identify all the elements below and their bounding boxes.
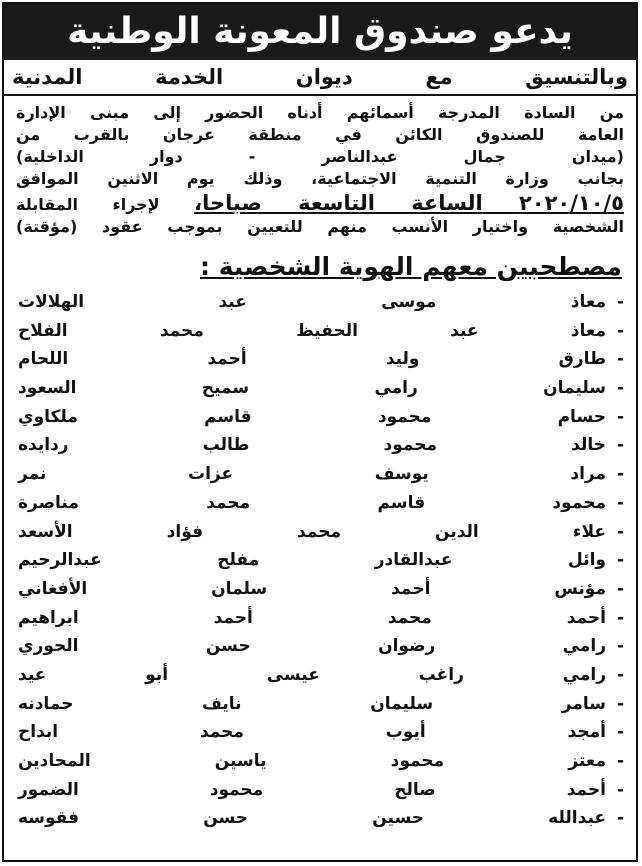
bullet-dash: -	[616, 578, 624, 599]
bullet-dash: -	[616, 751, 624, 771]
name-list-item	[18, 345, 624, 374]
body-line: بجانب وزارة التنمية الاجتماعية، وذلك يوم الاثنين الموافق	[16, 169, 624, 188]
announcement-subtitle: وبالتنسيق مع ديوان الخدمة المدنية	[12, 65, 628, 89]
person-name: محمود قاسم محمد مناصرة	[18, 492, 606, 513]
name-list-item	[18, 575, 624, 604]
bullet-dash: -	[616, 378, 624, 399]
announcement-frame	[2, 2, 638, 862]
name-list-item	[18, 718, 624, 747]
name-list-item	[18, 431, 624, 460]
name-list-item	[18, 604, 624, 633]
date-line-rest: لإجراء المقابلة	[16, 195, 160, 214]
bullet-dash: -	[616, 779, 624, 800]
names-list	[18, 288, 624, 833]
person-name: أمجد أيوب محمد ابداح	[18, 722, 606, 743]
bullet-dash: -	[616, 320, 624, 341]
section-heading: مصطحبين معهم الهوية الشخصية :	[200, 252, 622, 281]
name-list-item	[18, 317, 624, 346]
person-name: وائل عبدالقادر مفلح عبدالرحيم	[18, 550, 606, 571]
bullet-dash: -	[616, 693, 624, 714]
name-list-item	[18, 776, 624, 805]
person-name: معاذ عبد الحفيظ محمد الفلاح	[18, 320, 606, 341]
person-name: مراد يوسف عزات نمر	[18, 464, 606, 485]
body-line: (ميدان جمال عبدالناصر - دوار الداخلية)	[16, 147, 624, 166]
person-name: خالد محمود طالب ردايده	[18, 435, 606, 456]
body-line: العامة للصندوق الكائن في منطقة عرجان بالقرب من	[16, 125, 624, 144]
name-list-item	[18, 546, 624, 575]
person-name: رامي راغب عيسى أبو عيد	[18, 664, 606, 685]
bullet-dash: -	[616, 292, 624, 312]
name-list-item	[18, 374, 624, 403]
person-name: أحمد صالح محمود الضمور	[18, 779, 606, 800]
person-name: سامر سليمان نايف حمادنه	[18, 693, 606, 714]
person-name: سليمان رامي سميح السعود	[18, 378, 606, 399]
person-name: عبدالله حسين حسن فقوسه	[18, 808, 606, 829]
name-list-item	[18, 804, 624, 833]
bullet-dash: -	[616, 492, 624, 513]
name-list-item	[18, 661, 624, 690]
name-list-item	[18, 632, 624, 661]
name-list-item	[18, 288, 624, 317]
bullet-dash: -	[616, 636, 624, 657]
bullet-dash: -	[616, 521, 624, 542]
bullet-dash: -	[616, 349, 624, 370]
name-list-item	[18, 403, 624, 432]
announcement-title: يدعو صندوق المعونة الوطنية	[4, 4, 636, 60]
person-name: مؤنس أحمد سلمان الأفغاني	[18, 578, 606, 599]
bullet-dash: -	[616, 664, 624, 685]
bullet-dash: -	[616, 464, 624, 485]
name-list-item	[18, 747, 624, 776]
bullet-dash: -	[616, 607, 624, 628]
name-list-item	[18, 489, 624, 518]
body-line: الشخصية واختيار الأنسب منهم للتعيين بموجب عقود (مؤقتة)	[16, 217, 624, 236]
name-list-item	[18, 690, 624, 719]
announcement-body	[16, 102, 624, 238]
bullet-dash: -	[616, 722, 624, 743]
person-name: علاء الدين محمد فؤاد الأسعد	[18, 521, 606, 542]
bullet-dash: -	[616, 435, 624, 456]
body-line: من السادة المدرجة أسمائهم أدناه الحضور إلى مبنى الإدارة	[16, 103, 624, 122]
person-name: حسام محمود قاسم ملكاوي	[18, 406, 606, 427]
person-name: رامي رضوان حسن الحوري	[18, 636, 606, 657]
interview-date: ٢٠٢٠/١٠/٥ الساعة التاسعة صباحا،	[194, 191, 624, 215]
person-name: معاذ موسى عبد الهلالات	[18, 292, 606, 312]
person-name: معتز محمود ياسين المحادين	[18, 751, 606, 771]
bullet-dash: -	[616, 406, 624, 427]
person-name: أحمد محمد أحمد ابراهيم	[18, 607, 606, 628]
name-list-item	[18, 460, 624, 489]
person-name: طارق وليد أحمد اللحام	[18, 349, 606, 370]
date-line	[16, 190, 624, 216]
bullet-dash: -	[616, 808, 624, 829]
divider	[4, 94, 636, 96]
name-list-item	[18, 518, 624, 547]
bullet-dash: -	[616, 550, 624, 571]
